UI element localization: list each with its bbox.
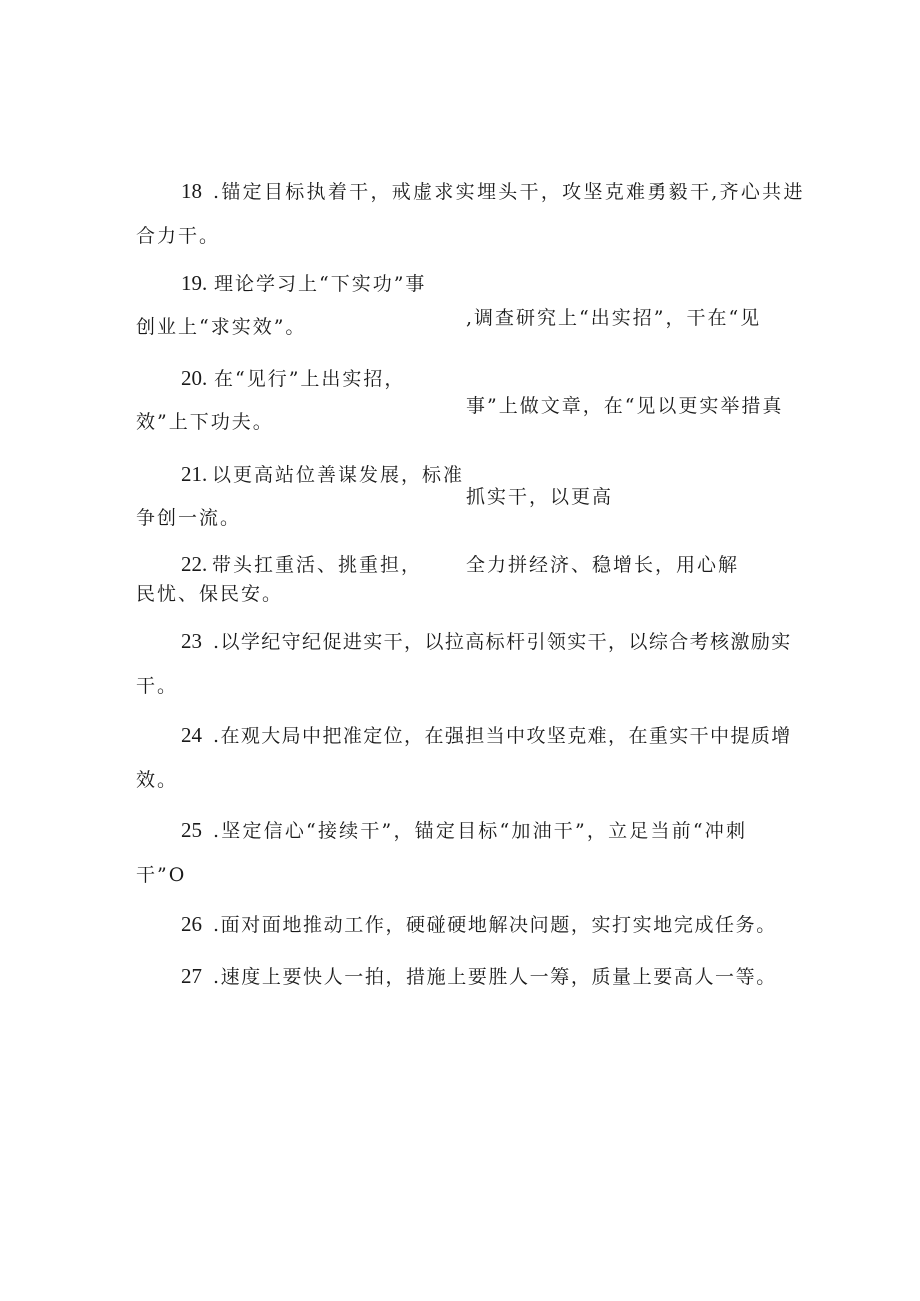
- item-text-line2: 效”上下功夫。: [136, 411, 274, 433]
- item-text-line1-right: 全力拼经济、稳增长，用心解: [466, 554, 740, 576]
- item-text-line1-left: 以更高站位善谋发展，标准: [212, 464, 465, 486]
- item-text-line1-left: 带头扛重活、挑重担，: [212, 554, 423, 576]
- item-text-line1-right: ,调查研究上“出实招”，干在“见: [466, 307, 762, 329]
- item-text-line1: .速度上要快人一拍，措施上要胜人一筹，质量上要高人一等。: [213, 966, 777, 988]
- item-number: 24: [181, 723, 202, 747]
- item-number: 27: [181, 964, 202, 988]
- item-text-line1-left: 理论学习上“下实功”事: [214, 273, 427, 295]
- item-text-line1: .面对面地推动工作，硬碰硬地解决问题，实打实地完成任务。: [213, 914, 777, 936]
- item-text-line2: 效。: [136, 769, 179, 791]
- item-number: 23: [181, 629, 202, 653]
- item-text-line2: 创业上“求实效”。: [136, 316, 307, 338]
- item-number: 20.: [181, 366, 208, 390]
- item-number: 21.: [181, 462, 208, 486]
- item-number: 26: [181, 912, 202, 936]
- item-number: 18: [181, 179, 202, 203]
- item-text-line2: 合力干。: [136, 225, 221, 247]
- item-text-line1-right: 事”上做文章，在“见以更实举措真: [466, 395, 784, 417]
- item-text-line1-right: 抓实干，以更高: [466, 486, 614, 508]
- item-text-line1: .坚定信心“接续干”，锚定目标“加油干”，立足当前“冲刺: [213, 820, 748, 842]
- item-text-line2: 干。: [136, 675, 179, 697]
- item-text-line1: .在观大局中把准定位，在强担当中攻坚克难，在重实干中提质增: [213, 725, 792, 747]
- item-text-line1: .以学纪守纪促进实干，以拉高标杆引领实干，以综合考核激励实: [213, 631, 792, 653]
- item-text-line1: .锚定目标执着干，戒虚求实埋头干，攻坚克难勇毅干,齐心共进: [213, 181, 805, 203]
- item-text-line2: 干”O: [136, 864, 187, 886]
- item-text-line2: 争创一流。: [136, 507, 242, 529]
- item-text-line1-left: 在“见行”上出实招，: [214, 368, 406, 390]
- item-number: 25: [181, 818, 202, 842]
- item-number: 22.: [181, 552, 208, 576]
- item-text-line2: 民忧、保民安。: [136, 583, 284, 605]
- item-number: 19.: [181, 271, 208, 295]
